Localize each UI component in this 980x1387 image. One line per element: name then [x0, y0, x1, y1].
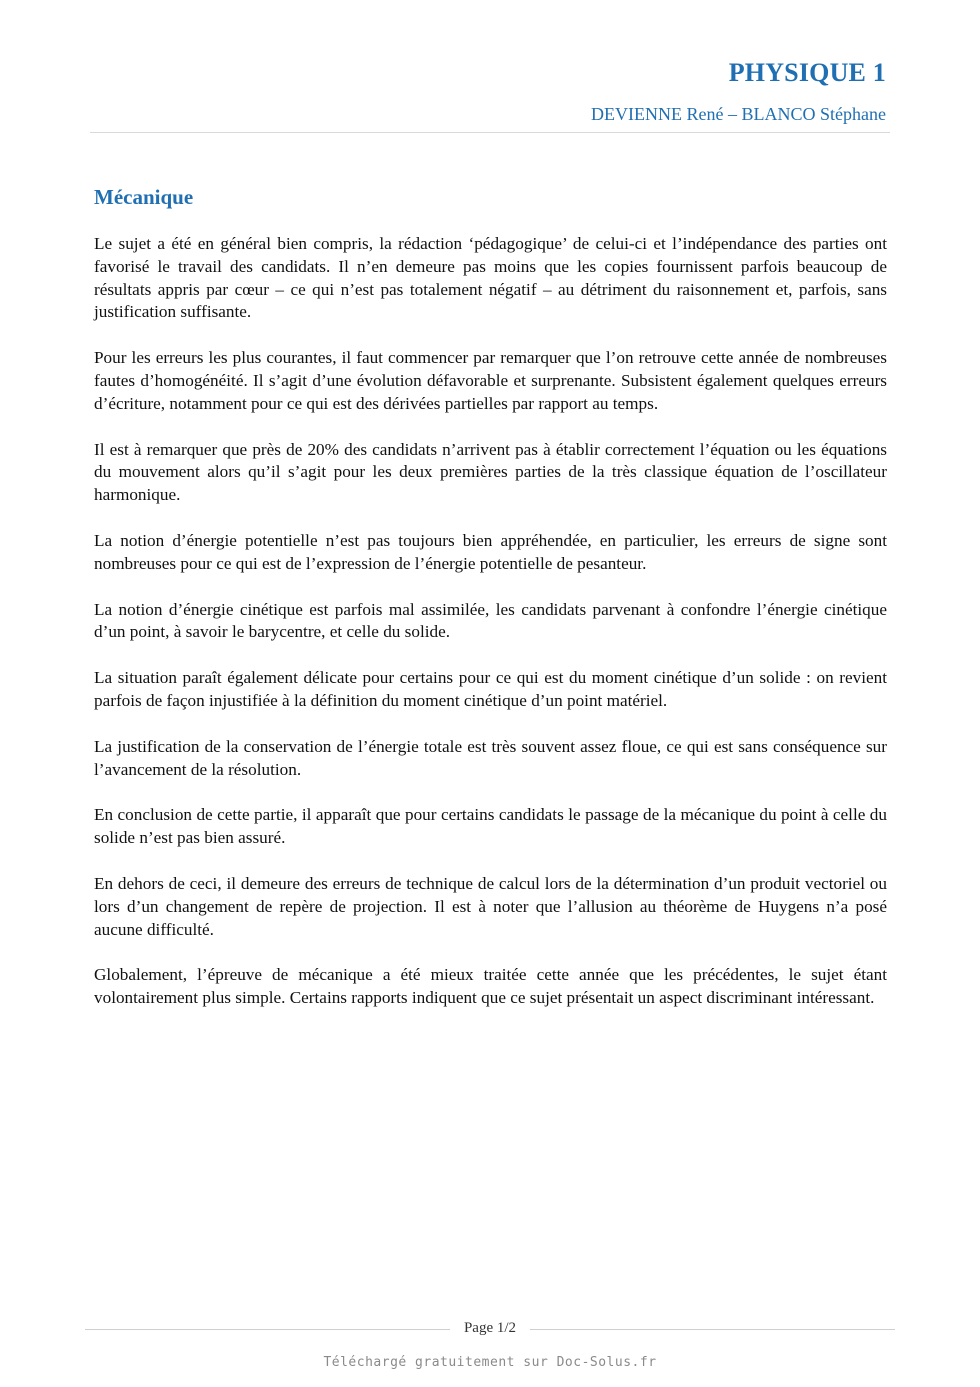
paragraph: Globalement, l’épreuve de mécanique a été mieux traitée cette année que les précédentes, le sujet étant volontairement plus simple. Certains rapports indiquent que ce sujet présentait un aspect discriminant intéressant. — [94, 965, 887, 1008]
footer-divider-left — [85, 1329, 450, 1330]
paragraph: En dehors de ceci, il demeure des erreurs de technique de calcul lors de la détermination d’un produit vectoriel ou lors d’un changement de repère de projection. Il est à noter que l’allusion au théorème de Huygens n’a posé aucune difficulté. — [94, 873, 887, 939]
page-number: Page 1/2 — [463, 1320, 517, 1336]
paragraph: Le sujet a été en général bien compris, la rédaction ‘pédagogique’ de celui-ci et l’indépendance des parties ont favorisé le travail des candidats. Il n’en demeure pas moins que les copies fournissent parfois beaucoup de résultats appris par cœur – ce qui n’est pas totalement négatif – au détriment du raisonnement et, parfois, sans justification suffisante. — [94, 234, 887, 322]
paragraph: La situation paraît également délicate pour certains pour ce qui est du moment cinétique d’un solide : on revient parfois de façon injustifiée à la définition du moment cinétique d’un point matériel. — [94, 668, 887, 710]
document-authors: DEVIENNE René – BLANCO Stéphane — [591, 104, 886, 124]
section-title: Mécanique — [94, 185, 194, 209]
document-title: PHYSIQUE 1 — [728, 58, 886, 87]
paragraph: Pour les erreurs les plus courantes, il faut commencer par remarquer que l’on retrouve cette année de nombreuses fautes d’homogénéité. Il s’agit d’une évolution défavorable et surprenante. Subsistent également quelques erreurs d’écriture, notamment pour ce qui est des dérivées partielles par rapport au temps. — [94, 348, 887, 413]
paragraph: Il est à remarquer que près de 20% des candidats n’arrivent pas à établir correctement l’équation ou les équations du mouvement alors qu’il s’agit pour les deux premières parties de la très classique équation de l’oscillateur harmonique. — [94, 439, 887, 505]
report-body — [94, 233, 887, 1033]
paragraph: La notion d’énergie cinétique est parfois mal assimilée, les candidats parvenant à confondre l’énergie cinétique d’un point, à savoir le barycentre, et celle du solide. — [94, 599, 887, 642]
paragraph: En conclusion de cette partie, il apparaît que pour certains candidats le passage de la mécanique du point à celle du solide n’est pas bien assuré. — [94, 805, 887, 848]
header-divider — [90, 132, 890, 133]
paragraph: La notion d’énergie potentielle n’est pas toujours bien appréhendée, en particulier, les erreurs de signe sont nombreuses pour ce qui est de l’expression de l’énergie potentielle de pesanteur. — [94, 530, 887, 573]
paragraph: La justification de la conservation de l’énergie totale est très souvent assez floue, ce qui est sans conséquence sur l’avancement de la résolution. — [94, 736, 887, 779]
download-note: Téléchargé gratuitement sur Doc-Solus.fr — [323, 1355, 657, 1370]
footer-divider-right — [530, 1329, 895, 1330]
